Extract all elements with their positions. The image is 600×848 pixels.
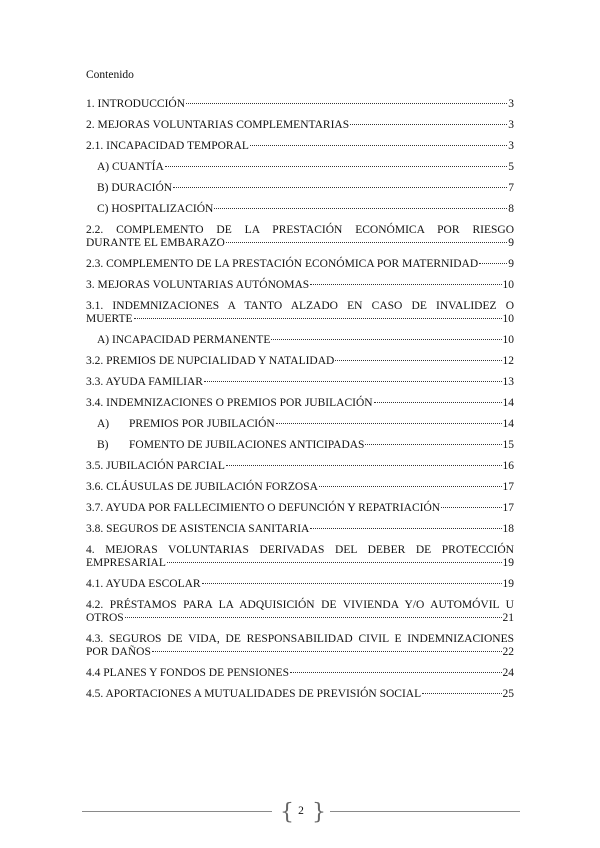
toc-entry[interactable]	[86, 633, 514, 667]
toc-entry[interactable]	[86, 98, 514, 119]
toc-leader-dots	[165, 166, 507, 167]
toc-entry-page: 15	[502, 439, 514, 451]
footer-rule-right	[330, 811, 520, 812]
toc-heading: Contenido	[86, 69, 134, 81]
toc-leader-dots	[214, 208, 507, 209]
toc-entry-title: A) INCAPACIDAD PERMANENTE	[97, 334, 271, 346]
toc-entry-page: 21	[502, 612, 514, 624]
toc-entry-title: 4.5. APORTACIONES A MUTUALIDADES DE PREVISIÓN SOCIAL	[86, 688, 422, 700]
toc-entry-letter: B)	[97, 439, 109, 451]
toc-leader-dots	[226, 242, 507, 243]
toc-entry-title: 1. INTRODUCCIÓN	[86, 98, 186, 110]
toc-leader-dots	[134, 318, 502, 319]
toc-leader-dots	[374, 402, 502, 403]
toc-entry-title: 2.1. INCAPACIDAD TEMPORAL	[86, 140, 249, 152]
toc-leader-dots	[226, 465, 502, 466]
toc-entry-page: 25	[502, 688, 514, 700]
toc-leader-dots	[319, 486, 502, 487]
toc-entry-title: 2.3. COMPLEMENTO DE LA PRESTACIÓN ECONÓMICA POR MATERNIDAD	[86, 258, 479, 270]
toc-entry-title-line: 4. MEJORAS VOLUNTARIAS DERIVADAS DEL DEBER DE PROTECCIÓN	[86, 544, 514, 556]
toc-entry-page: 10	[502, 334, 514, 346]
toc-entry[interactable]	[86, 599, 514, 633]
toc-entry-page: 19	[502, 557, 514, 569]
toc-entry-title: 3.5. JUBILACIÓN PARCIAL	[86, 460, 225, 472]
toc-leader-dots	[310, 284, 501, 285]
toc-entry-page: 3	[508, 119, 514, 131]
toc-entry[interactable]	[86, 460, 514, 481]
toc-entry-title: DURANTE EL EMBARAZO	[86, 237, 225, 249]
toc-entry-page: 13	[502, 376, 514, 388]
toc-entry[interactable]	[86, 182, 514, 203]
toc-leader-dots	[125, 617, 502, 618]
toc-entry-title: PREMIOS POR JUBILACIÓN	[129, 418, 275, 430]
toc-entry[interactable]	[86, 667, 514, 688]
toc-entry-page: 3	[508, 140, 514, 152]
toc-leader-dots	[310, 528, 501, 529]
toc-entry-title: 3.2. PREMIOS DE NUPCIALIDAD Y NATALIDAD	[86, 355, 335, 367]
toc-leader-dots	[204, 381, 502, 382]
toc-entry-title-line: 3.1. INDEMNIZACIONES A TANTO ALZADO EN CASO DE INVALIDEZ O	[86, 300, 514, 312]
toc-leader-dots	[271, 339, 501, 340]
toc-entry-page: 9	[508, 237, 514, 249]
toc-entry[interactable]	[86, 300, 514, 334]
toc-entry-title: FOMENTO DE JUBILACIONES ANTICIPADAS	[129, 439, 365, 451]
toc-entry-title: POR DAÑOS	[86, 646, 151, 658]
page-footer	[82, 798, 520, 828]
toc-entry[interactable]	[86, 397, 514, 418]
table-of-contents	[86, 98, 514, 709]
toc-leader-dots	[290, 672, 502, 673]
toc-entry[interactable]	[86, 544, 514, 578]
page-number: 2	[298, 805, 304, 817]
toc-leader-dots	[250, 145, 507, 146]
toc-entry-title: 4.1. AYUDA ESCOLAR	[86, 578, 201, 590]
toc-entry-title: 3.3. AYUDA FAMILIAR	[86, 376, 203, 388]
toc-entry-page: 10	[502, 279, 514, 291]
toc-entry-title: 3. MEJORAS VOLUNTARIAS AUTÓNOMAS	[86, 279, 310, 291]
toc-leader-dots	[186, 103, 507, 104]
toc-entry[interactable]	[86, 688, 514, 709]
toc-entry-page: 22	[502, 646, 514, 658]
toc-entry-page: 19	[502, 578, 514, 590]
toc-entry-title: A) CUANTÍA	[97, 161, 164, 173]
toc-entry-title: 4.4 PLANES Y FONDOS DE PENSIONES	[86, 667, 289, 679]
toc-entry[interactable]	[86, 439, 514, 460]
toc-entry[interactable]	[86, 258, 514, 279]
left-brace-icon: {	[280, 800, 294, 825]
toc-entry-page: 12	[502, 355, 514, 367]
toc-entry[interactable]	[86, 481, 514, 502]
toc-entry-title: 3.6. CLÁUSULAS DE JUBILACIÓN FORZOSA	[86, 481, 318, 493]
toc-leader-dots	[335, 360, 501, 361]
toc-entry-page: 18	[502, 523, 514, 535]
toc-entry-title: 3.7. AYUDA POR FALLECIMIENTO O DEFUNCIÓN Y REPATRIACIÓN	[86, 502, 441, 514]
toc-entry-page: 5	[508, 161, 514, 173]
toc-leader-dots	[276, 423, 502, 424]
toc-entry-title-line: 2.2. COMPLEMENTO DE LA PRESTACIÓN ECONÓMICA POR RIESGO	[86, 224, 514, 236]
toc-entry-page: 9	[508, 258, 514, 270]
footer-rule-left	[82, 811, 272, 812]
toc-entry-title: 3.8. SEGUROS DE ASISTENCIA SANITARIA	[86, 523, 310, 535]
toc-entry[interactable]	[86, 161, 514, 182]
toc-entry-page: 16	[502, 460, 514, 472]
toc-entry[interactable]	[86, 140, 514, 161]
toc-leader-dots	[167, 562, 502, 563]
toc-entry-page: 24	[502, 667, 514, 679]
toc-leader-dots	[152, 651, 502, 652]
toc-entry[interactable]	[86, 355, 514, 376]
toc-entry[interactable]	[86, 279, 514, 300]
toc-entry[interactable]	[86, 578, 514, 599]
toc-leader-dots	[202, 583, 502, 584]
toc-entry[interactable]	[86, 376, 514, 397]
toc-leader-dots	[350, 124, 507, 125]
toc-entry-page: 14	[502, 397, 514, 409]
toc-entry-title: B) DURACIÓN	[97, 182, 173, 194]
toc-entry-page: 17	[502, 481, 514, 493]
toc-entry[interactable]	[86, 523, 514, 544]
toc-entry-page: 14	[502, 418, 514, 430]
toc-entry-page: 7	[508, 182, 514, 194]
toc-entry-page: 10	[502, 313, 514, 325]
toc-entry-title: 3.4. INDEMNIZACIONES O PREMIOS POR JUBILACIÓN	[86, 397, 373, 409]
toc-entry[interactable]	[86, 203, 514, 224]
toc-entry-letter: A)	[97, 418, 110, 430]
toc-leader-dots	[365, 444, 501, 445]
toc-entry-title-line: 4.3. SEGUROS DE VIDA, DE RESPONSABILIDAD CIVIL E INDEMNIZACIONES	[86, 633, 514, 645]
toc-leader-dots	[479, 263, 507, 264]
toc-entry-page: 8	[508, 203, 514, 215]
toc-leader-dots	[422, 693, 501, 694]
toc-leader-dots	[441, 507, 501, 508]
toc-entry[interactable]	[86, 502, 514, 523]
toc-entry-title: OTROS	[86, 612, 124, 624]
toc-entry[interactable]	[86, 224, 514, 258]
toc-entry-page: 3	[508, 98, 514, 110]
toc-entry[interactable]	[86, 119, 514, 140]
toc-leader-dots	[173, 187, 507, 188]
toc-entry-title: MUERTE	[86, 313, 133, 325]
toc-entry[interactable]	[86, 334, 514, 355]
right-brace-icon: }	[312, 800, 326, 825]
toc-entry-title-line: 4.2. PRÉSTAMOS PARA LA ADQUISICIÓN DE VIVIENDA Y/O AUTOMÓVIL U	[86, 599, 514, 611]
toc-entry-title: 2. MEJORAS VOLUNTARIAS COMPLEMENTARIAS	[86, 119, 350, 131]
toc-entry-title: C) HOSPITALIZACIÓN	[97, 203, 214, 215]
toc-entry-page: 17	[502, 502, 514, 514]
toc-entry-title: EMPRESARIAL	[86, 557, 166, 569]
toc-entry[interactable]	[86, 418, 514, 439]
